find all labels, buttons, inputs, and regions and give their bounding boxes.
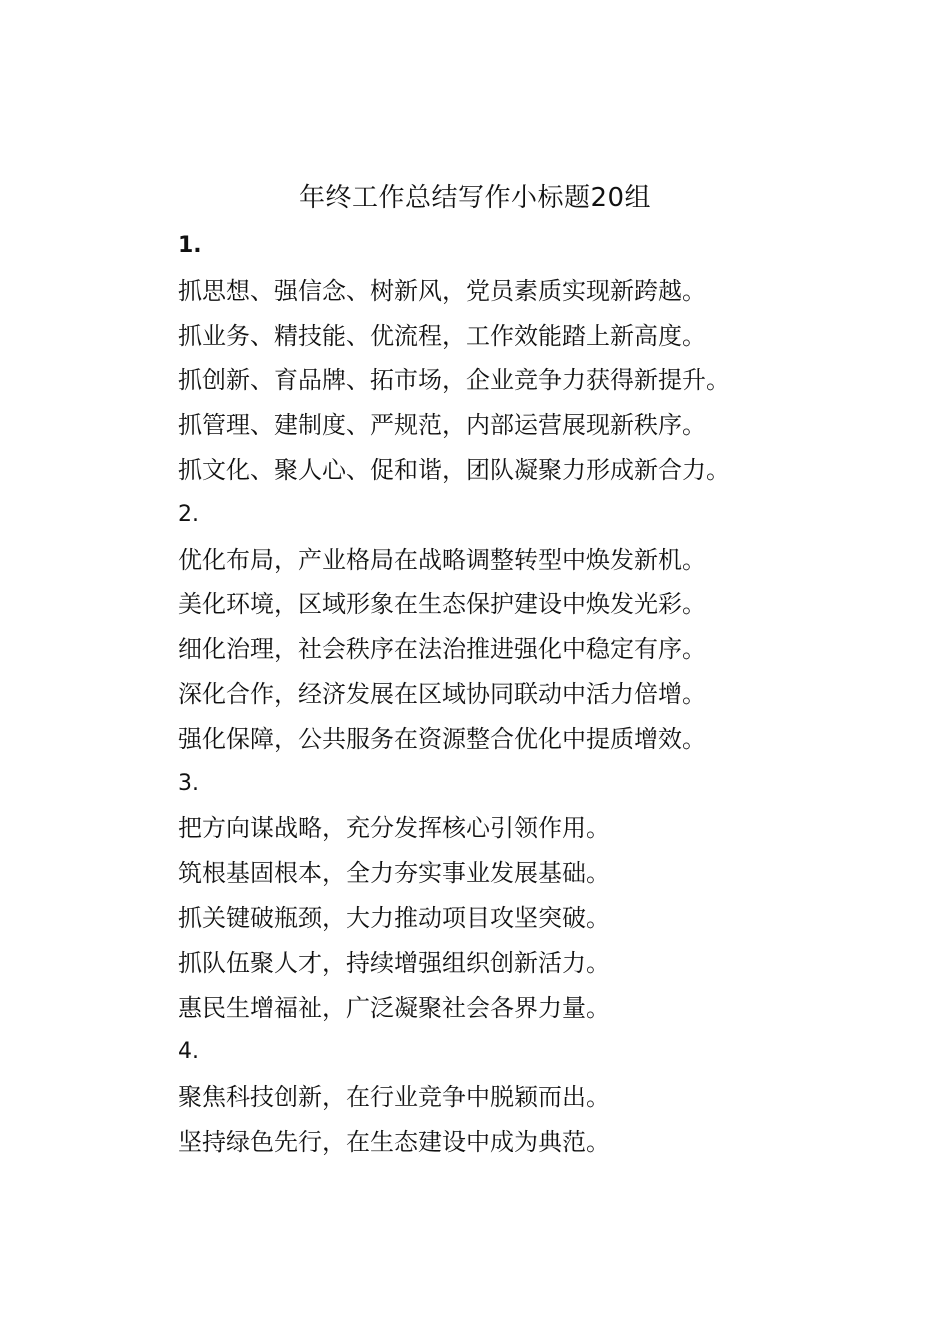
- document-title: 年终工作总结写作小标题20组: [298, 183, 652, 213]
- section-1-line-3: 抓创新、育品牌、拓市场，企业竞争力获得新提升。: [178, 366, 730, 395]
- section-number-4: 4.: [178, 1039, 199, 1065]
- section-1-line-1: 抓思想、强信念、树新风，党员素质实现新跨越。: [178, 276, 706, 305]
- section-1-line-5: 抓文化、聚人心、促和谐，团队凝聚力形成新合力。: [178, 455, 730, 484]
- section-2-line-1: 优化布局，产业格局在战略调整转型中焕发新机。: [178, 545, 706, 574]
- section-3-line-4: 抓队伍聚人才，持续增强组织创新活力。: [178, 948, 610, 977]
- section-number-2: 2.: [178, 501, 199, 527]
- section-2-line-3: 细化治理，社会秩序在法治推进强化中稳定有序。: [178, 635, 706, 664]
- section-1-line-2: 抓业务、精技能、优流程，工作效能踏上新高度。: [178, 321, 706, 350]
- section-3-line-1: 把方向谋战略，充分发挥核心引领作用。: [178, 814, 610, 843]
- section-number-3: 3.: [178, 770, 199, 796]
- section-3-line-5: 惠民生增福祉，广泛凝聚社会各界力量。: [178, 993, 610, 1022]
- section-number-1: 1.: [178, 233, 202, 258]
- document-body: [178, 224, 878, 1165]
- section-3-line-3: 抓关键破瓶颈，大力推动项目攻坚突破。: [178, 903, 610, 932]
- section-2-line-5: 强化保障，公共服务在资源整合优化中提质增效。: [178, 724, 706, 753]
- section-3-line-2: 筑根基固根本，全力夯实事业发展基础。: [178, 859, 610, 888]
- section-4-line-1: 聚焦科技创新，在行业竞争中脱颖而出。: [178, 1083, 610, 1112]
- section-2-line-4: 深化合作，经济发展在区域协同联动中活力倍增。: [178, 679, 706, 708]
- section-2-line-2: 美化环境，区域形象在生态保护建设中焕发光彩。: [178, 590, 706, 619]
- section-1-line-4: 抓管理、建制度、严规范，内部运营展现新秩序。: [178, 411, 706, 440]
- section-4-line-2: 坚持绿色先行，在生态建设中成为典范。: [178, 1127, 610, 1156]
